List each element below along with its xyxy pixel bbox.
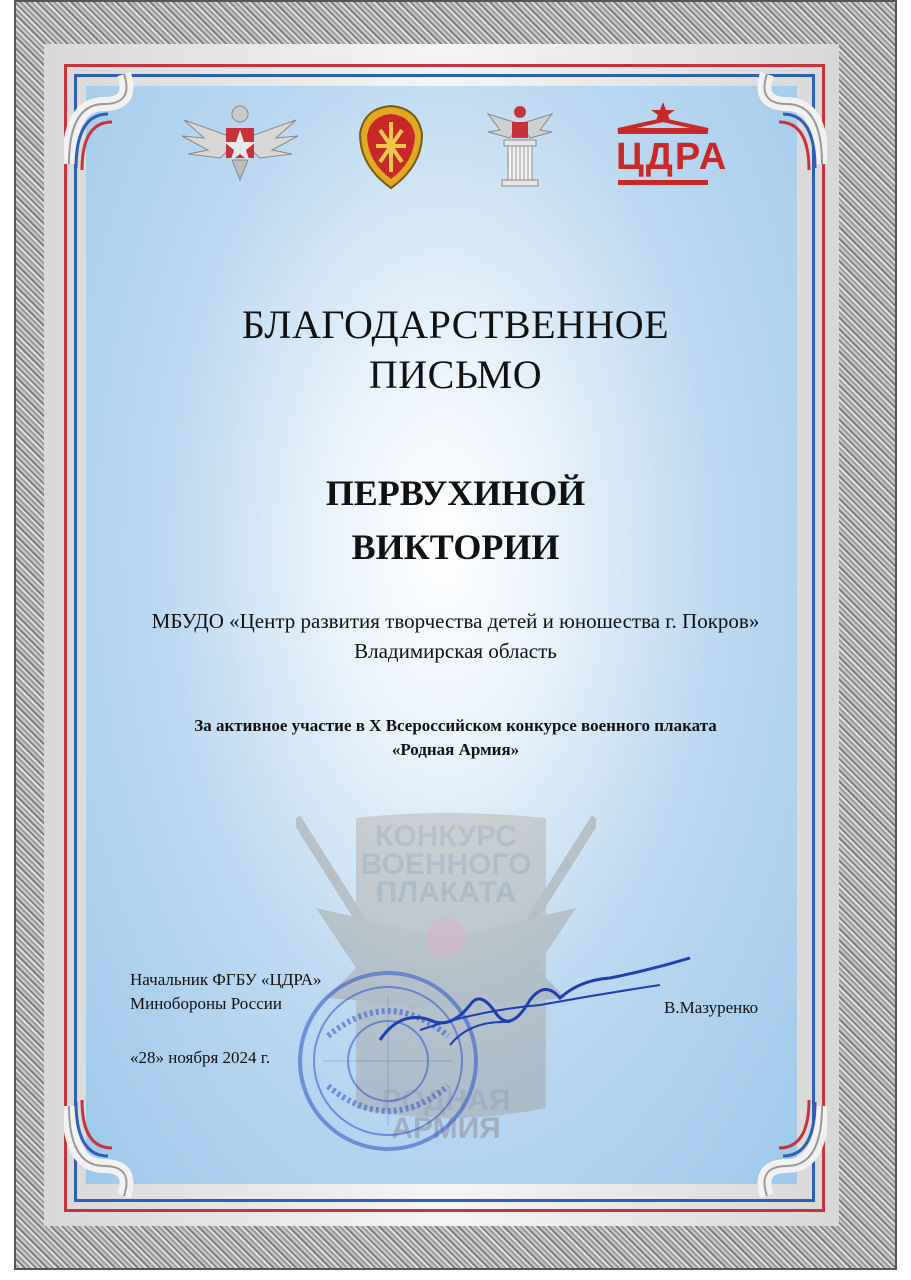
title-line1: БЛАГОДАРСТВЕННОЕ: [241, 302, 670, 347]
handwritten-signature: [360, 950, 700, 1060]
watermark-bottom1: РОДНАЯ: [381, 1084, 511, 1117]
cdra-column-emblem-icon: [486, 102, 554, 188]
signer-name: В.Мазуренко: [664, 998, 759, 1017]
cdra-logo: [612, 100, 729, 188]
organization-block: [0, 606, 911, 666]
document-title: [0, 300, 911, 400]
military-district-emblem-icon: [358, 104, 424, 190]
organization-name: МБУДО «Центр развития творчества детей и юношества г. Покров»: [151, 609, 760, 633]
watermark-line1: КОНКУРС: [375, 820, 517, 853]
ministry-of-defense-emblem-icon: [174, 100, 306, 184]
recipient-name: [0, 466, 911, 574]
recipient-line1: ПЕРВУХИНОЙ: [325, 473, 586, 513]
region-name: Владимирская область: [354, 639, 557, 663]
watermark-line2: ВОЕННОГО: [360, 848, 532, 881]
position-line1: Начальник ФГБУ «ЦДРА»: [130, 970, 322, 989]
document-date: «28» ноября 2024 г.: [130, 1048, 271, 1067]
corner-ribbon-bottom-right: [717, 1096, 827, 1206]
reason-line2: «Родная Армия»: [391, 740, 520, 759]
cdra-logo-text: ЦДРА: [616, 136, 729, 178]
recipient-line2: ВИКТОРИИ: [351, 527, 560, 567]
corner-ribbon-bottom-left: [64, 1096, 174, 1206]
corner-ribbon-top-right: [717, 64, 827, 174]
reason-line1: За активное участие в X Всероссийском конкурсе военного плаката: [194, 716, 717, 735]
title-line2: ПИСЬМО: [368, 352, 543, 397]
watermark-bottom2: АРМИЯ: [391, 1112, 501, 1145]
position-line2: Минобороны России: [130, 994, 282, 1013]
reason-block: [0, 714, 911, 762]
watermark-line3: ПЛАКАТА: [375, 876, 517, 909]
corner-ribbon-top-left: [64, 64, 174, 174]
